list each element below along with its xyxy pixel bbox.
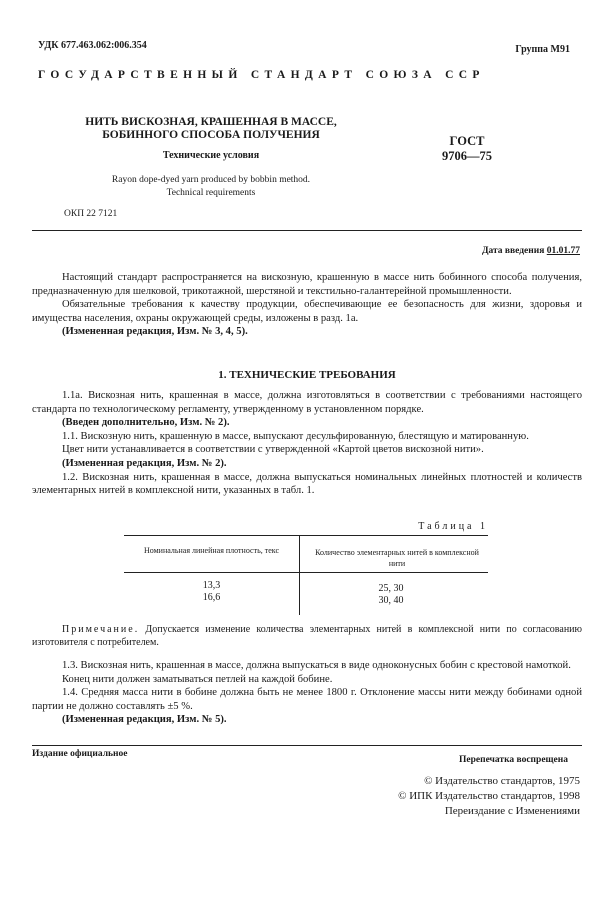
clause-1-4: 1.4. Средняя масса нити в бобине должна быть не менее 1800 г. Отклонение массы нити между бобинами одной партии не должно составлять ±5 %. — [32, 687, 582, 712]
intro-paragraph-1: Настоящий стандарт распространяется на вискозную, крашенную в массе нить бобинного способа получения, предназначенную для шелковой, трикотажной, шерстяной и текстильно-галантерейной промышленности. — [32, 272, 582, 297]
clause-1-1: 1.1. Вискозную нить, крашенную в массе, выпускают десульфированную, блестящую и матированную. — [62, 430, 529, 442]
intro-paragraph-2: Обязательные требования к качеству продукции, обеспечивающие ее безопасность для жизни, здоровья и имущества населения, охраны окружающей среды, изложены в разд. 1а. — [32, 299, 582, 324]
clause-1-1a: 1.1а. Вискозная нить, крашенная в массе, должна изготовляться в соответствии с требованиями настоящего стандарта по технологическому регламенту, утвержденному в установленном порядке. — [32, 390, 582, 415]
gost-number: 9706—75 — [442, 149, 492, 163]
intro-change-note: (Измененная редакция, Изм. № 3, 4, 5). — [62, 326, 248, 338]
clause-1-1-color: Цвет нити устанавливается в соответствии с утвержденной «Картой цветов вискозной нити». — [62, 444, 484, 456]
table-1-caption: Таблица 1 — [418, 521, 488, 532]
reprint-prohibited: Перепечатка воспрещена — [458, 755, 568, 765]
table-note-label: Примечание. — [62, 624, 140, 635]
table-cell-count-2: 30, 40 — [378, 594, 404, 606]
clause-1-3-end: Конец нити должен заматываться петлей на каждой бобине. — [62, 673, 333, 685]
gost-designation — [422, 134, 512, 164]
table-header-density: Номинальная линейная плотность, текс — [143, 546, 280, 555]
official-edition: Издание официальное — [32, 749, 128, 759]
table-row — [124, 580, 299, 603]
clause-1-3: 1.3. Вискозная нить, крашенная в массе, должна выпускаться в виде одноконусных бобин с крестовой намоткой. — [62, 660, 571, 671]
intro-date — [482, 246, 580, 256]
table-row — [294, 583, 488, 606]
title-line-2: БОБИННОГО СПОСОБА ПОЛУЧЕНИЯ — [102, 129, 320, 141]
okp-code: ОКП 22 7121 — [64, 209, 118, 219]
clause-1-4-change: (Измененная редакция, Изм. № 5). — [62, 714, 227, 726]
english-title — [80, 174, 342, 200]
table-header-filament-count: Количество элементарных нитей в комплексной нити — [315, 548, 479, 568]
title-line-1: НИТЬ ВИСКОЗНАЯ, КРАШЕННАЯ В МАССЕ, — [85, 116, 337, 128]
standard-title: ГОСУДАРСТВЕННЫЙ СТАНДАРТ СОЮЗА ССР — [38, 69, 485, 81]
table-note — [32, 624, 582, 649]
english-title-line-2: Technical requirements — [166, 188, 256, 198]
footer-divider — [32, 745, 582, 746]
group-code: Группа М91 — [515, 44, 570, 55]
clause-1-1a-note: (Введен дополнительно, Изм. № 2). — [62, 417, 230, 429]
copyright-1975: © Издательство стандартов, 1975 — [424, 775, 580, 787]
clause-1-2: 1.2. Вискозная нить, крашенная в массе, должна выпускаться номинальных линейных плотностей и количеств элементарных нитей в комплексной нити, указанных в табл. 1. — [32, 471, 582, 497]
intro-text — [32, 271, 582, 339]
clause-1-1-change: (Измененная редакция, Изм. № 2). — [62, 457, 227, 469]
section-1-clauses-cont — [32, 659, 582, 727]
english-title-line-1: Rayon dope-dyed yarn produced by bobbin method. — [111, 175, 311, 185]
gost-label: ГОСТ — [449, 134, 485, 148]
document-title — [80, 116, 342, 142]
intro-date-label: Дата введения — [481, 246, 545, 256]
copyright-1998: © ИПК Издательство стандартов, 1998 — [398, 790, 580, 802]
table-cell-count-1: 25, 30 — [378, 583, 404, 594]
header-divider — [32, 230, 582, 231]
intro-date-value: 01.01.77 — [546, 246, 580, 256]
reissue-note: Переиздание с Изменениями — [444, 805, 580, 817]
section-1-title: 1. ТЕХНИЧЕСКИЕ ТРЕБОВАНИЯ — [218, 369, 396, 381]
table-header-rule — [124, 572, 488, 573]
table-top-rule — [124, 535, 488, 536]
section-1-clauses — [32, 389, 582, 498]
table-cell-density-2: 16,6 — [202, 591, 221, 603]
table-1 — [124, 535, 488, 615]
document-subtitle: Технические условия — [162, 150, 260, 161]
table-note-text: Допускается изменение количества элементарных нитей в комплексной нити по согласованию изготовителя с потребителем. — [32, 624, 583, 648]
udk-code: УДК 677.463.062:006.354 — [38, 40, 147, 51]
table-cell-density-1: 13,3 — [202, 580, 221, 591]
